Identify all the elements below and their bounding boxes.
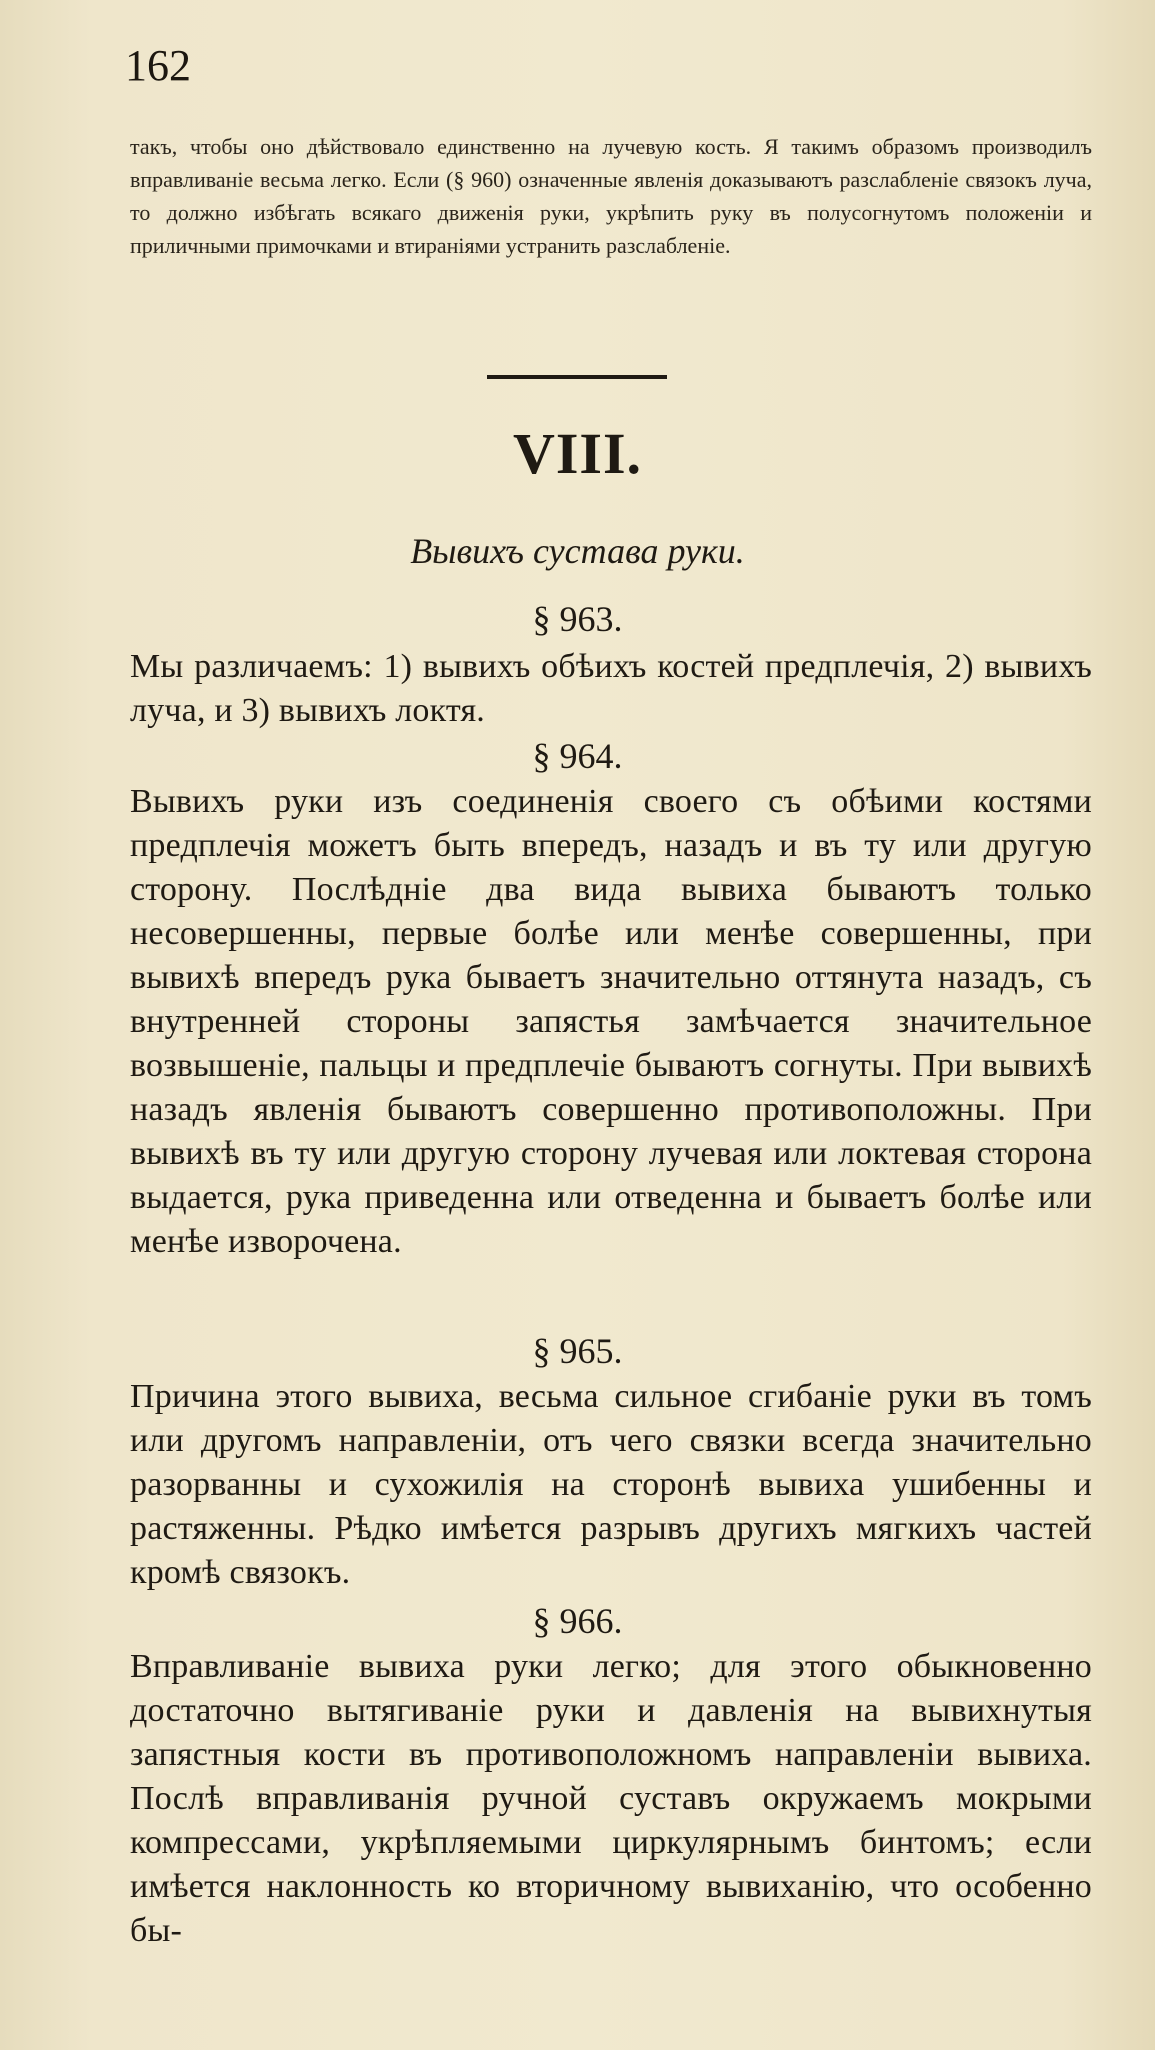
section-paragraph-966: Вправливаніе вывиха руки легко; для этого обыкновенно достаточно вытягиваніе руки и давленія на вывихнутыя запястныя кости въ противоположномъ направленіи вывиха. Послѣ вправливанія ручной суставъ окружаемъ мокрыми компрессами, укрѣпляемыми циркулярнымъ бинтомъ; если имѣется наклонность ко вторичному вывиханію, что особенно бы- [130,1648,1092,1949]
chapter-title: Вывихъ сустава руки. [410,531,745,571]
section-paragraph-963: Мы различаемъ: 1) вывихъ обѣихъ костей предплечія, 2) вывихъ луча, и 3) вывихъ локтя. [130,648,1092,729]
section-heading-965: § 965. [532,1331,623,1371]
section-paragraph-965: Причина этого вывиха, весьма сильное сгибаніе руки въ томъ или другомъ направленіи, отъ чего связки всегда значительно разорванны и сухожилія на сторонѣ вывиха ушибенны и растяженны. Рѣдко имѣется разрывъ другихъ мягкихъ частей кромѣ связокъ. [130,1378,1092,1591]
section-heading-966: § 966. [532,1601,623,1641]
section-divider [487,375,667,379]
section-paragraph-964: Вывихъ руки изъ соединенія своего съ обѣими костями предплечія можетъ быть впередъ, назадъ и въ ту или другую сторону. Послѣдніе два вида вывиха бываютъ только несовершенны, первые болѣе или менѣе совершенны, при вывихѣ впередъ рука бываетъ значительно оттянута назадъ, съ внутренней стороны запястья замѣчается значительное возвышеніе, пальцы и предплечіе бываютъ согнуты. При вывихѣ назадъ явленія бываютъ совершенно противоположны. При вывихѣ въ ту или другую сторону лучевая или локтевая сторона выдается, рука приведенна или отведенна и бываетъ болѣе или менѣе изворочена. [130,783,1092,1260]
section-heading-964: § 964. [532,736,623,776]
chapter-number: VIII. [512,421,643,486]
intro-paragraph: такъ, чтобы оно дѣйствовало единственно на лучевую кость. Я такимъ образомъ производилъ вправливаніе весьма легко. Если (§ 960) означенные явленія доказываютъ разслабленіе связокъ луча, то должно избѣгать всякаго движенія руки, укрѣпить руку въ полусогнутомъ положеніи и приличными примочками и втираніями устранить разслабленіе. [130,134,1092,258]
section-heading-963: § 963. [532,599,623,639]
page-number: 162 [125,41,191,90]
